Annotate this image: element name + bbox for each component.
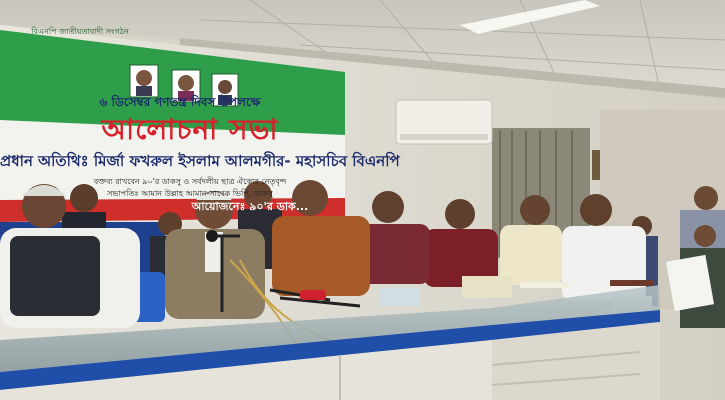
- papers: [520, 282, 570, 288]
- water-bottles: [380, 288, 420, 306]
- banner-title: আলোচনা সভা: [101, 113, 279, 146]
- banner-chief-guest: প্রধান অতিথিঃ মির্জা ফখরুল ইসলাম আলমগীর- মহাসচিব বিএনপি: [0, 152, 400, 170]
- mic-head: [206, 230, 218, 242]
- banner-presider: সভাপতিঃ আমান উল্লাহ আমান-সাবেক ভিপি, ডাকসু: [107, 189, 273, 198]
- banner-organization: বিএনপি জাতীয়তাবাদী সংগঠন: [31, 27, 129, 36]
- banner-footer: আয়োজনেঃ ৯০'র ডাক...: [191, 200, 309, 213]
- tissue-box: [462, 276, 512, 298]
- ac-vent: [400, 134, 488, 140]
- banner-occasion: ৬ ডিসেম্বর গণতন্ত্র দিবস উপলক্ষে: [99, 95, 261, 109]
- mic-flag: [300, 290, 326, 300]
- wall-bracket: [592, 150, 600, 180]
- banner-speakers: বক্তব্য রাখবেন ৯০'র ডাকসু ও সর্বদলীয় ছাত্র ঐক্যের নেতৃবৃন্দ: [93, 177, 287, 186]
- folder: [610, 280, 654, 286]
